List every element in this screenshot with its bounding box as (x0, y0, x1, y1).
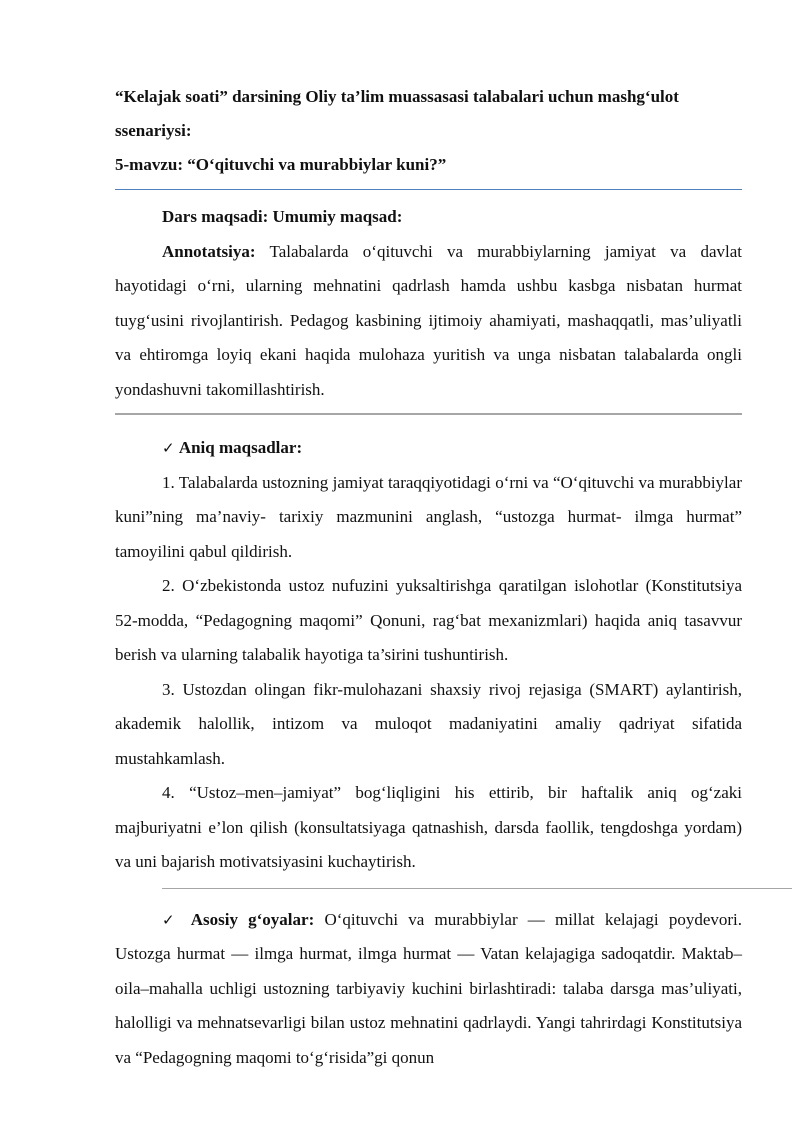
annotation-label: Annotatsiya: (162, 241, 256, 261)
goal-label: Dars maqsadi: Umumiy maqsad: (162, 207, 403, 226)
objective-item-4: 4. “Ustoz–men–jamiyat” bog‘liqligini his ettirib, bir haftalik aniq og‘zaki majburiyatni e’lon qilish (konsultatsiyaga qatnashish, darsda faollik, tengdoshga yordam) va uni bajarish motivatsiyasini kuchaytirish. (115, 783, 742, 871)
check-mark-icon: ✓ (162, 439, 175, 457)
objective-item-2: 2. O‘zbekistonda ustoz nufuzini yuksaltirishga qaratilgan islohotlar (Konstitutsiya 52-modda, “Pedagogning maqomi” Qonuni, rag‘bat mexanizmlari) haqida aniq tasavvur berish va ularning talabalik hayotiga ta’sirini tushuntirish. (115, 576, 742, 664)
key-ideas-paragraph (115, 903, 742, 1076)
title-line-1: “Kelajak soati” darsining Oliy ta’lim muassasasi talabalari uchun mashg‘ulot (115, 87, 679, 106)
title-divider (115, 189, 742, 190)
annotation-paragraph (115, 235, 742, 408)
objectives-heading (115, 431, 742, 466)
check-mark-icon: ✓ (162, 910, 181, 929)
document-title (115, 80, 742, 182)
key-ideas-label: Asosiy g‘oyalar: (190, 909, 315, 929)
objectives-label: Aniq maqsadlar: (178, 438, 303, 457)
annotation-text: Talabalarda o‘qituvchi va murabbiylarning jamiyat va davlat hayotidagi o‘rni, ularning mehnatini qadrlash hamda ushbu kasbga nisbatan hurmat tuyg‘usini rivojlantirish. Pedagog kasbining ijtimoiy ahamiyati, mashaqqatli, mas’uliyatli va ehtiromga loyiq ekani haqida mulohaza yuritish va unga nisbatan talabalarda ongli yondashuvni takomillashtirish. (115, 241, 742, 399)
objective-item-1: 1. Talabalarda ustozning jamiyat taraqqiyotidagi o‘rni va “O‘qituvchi va murabbiylar kuni”ning ma’naviy- tarixiy mazmunini anglash, “ustozga hurmat- ilmga hurmat” tamoyilini qabul qildirish. (115, 472, 742, 561)
key-ideas-text: O‘qituvchi va murabbiylar — millat kelajagi poydevori. Ustozga hurmat — ilmga hurmat, ilmga hurmat — Vatan kelajagiga sadoqatdir. Maktab–oila–mahalla uchligi ustozning tarbiyaviy kuchini birlashtiradi: talaba darsga mas’uliyati, halolligi va mehnatsevarligi bilan ustoz mehnatini qadrlaydi. Yangi tahrirdagi Konstitutsiya va “Pedagogning maqomi to‘g‘risida”gi qonun (115, 909, 743, 1067)
title-line-2: ssenariysi: (115, 121, 192, 140)
goal-heading (115, 200, 742, 235)
document-page (115, 80, 742, 1075)
topic-heading: 5-mavzu: “O‘qituvchi va murabbiylar kuni?” (115, 155, 447, 174)
objective-item-3: 3. Ustozdan olingan fikr-mulohazani shaxsiy rivoj rejasiga (SMART) aylantirish, akademik halollik, intizom va muloqot madaniyatini amaliy qadriyat sifatida mustahkamlash. (115, 679, 742, 768)
